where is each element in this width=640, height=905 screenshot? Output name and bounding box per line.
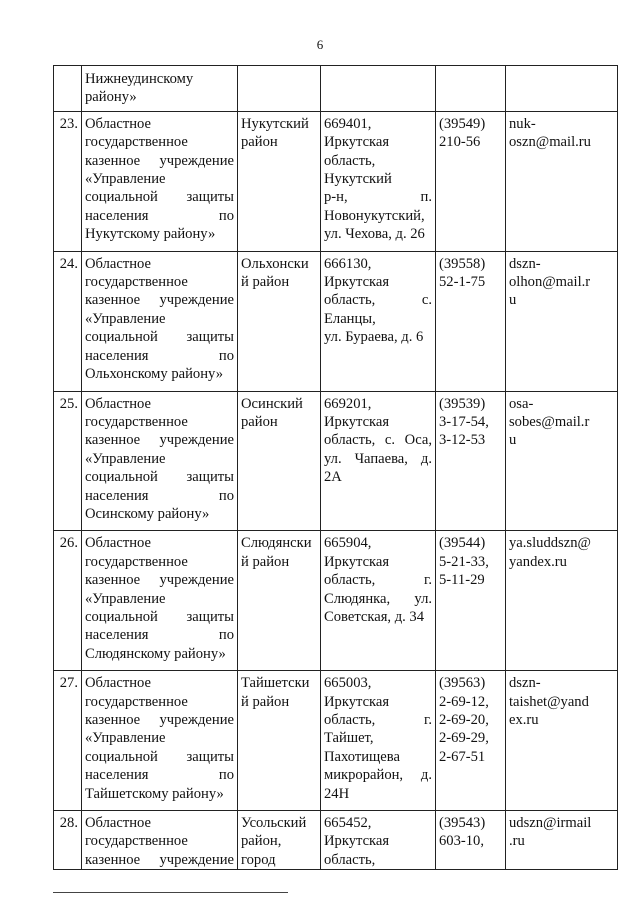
text-line: государственное xyxy=(85,693,188,710)
cell-email xyxy=(506,111,618,251)
text-line: социальной защиты xyxy=(85,608,234,625)
cell-name xyxy=(82,531,238,671)
text-line: казенное учреждение xyxy=(85,292,234,309)
cell-address xyxy=(321,66,436,112)
text-line: Иркутская xyxy=(324,413,390,430)
table-row xyxy=(54,251,618,391)
text-line: область, с. xyxy=(324,292,432,309)
cell-phone xyxy=(436,811,506,870)
cell-phone xyxy=(436,66,506,112)
text-line: Иркутская xyxy=(324,134,390,151)
text-line: Областное xyxy=(85,815,151,832)
cell-email xyxy=(506,531,618,671)
text-line: «Управление xyxy=(85,310,166,327)
text-line: Усольский xyxy=(241,815,307,832)
cell-name xyxy=(82,111,238,251)
text-line[interactable]: .ru xyxy=(509,833,525,850)
text-line: ул. Бураева, д. 6 xyxy=(324,329,424,346)
text-line: 665003, xyxy=(324,675,372,692)
cell-name xyxy=(82,66,238,112)
cell-number: 28. xyxy=(54,811,82,870)
text-line: 669201, xyxy=(324,395,372,412)
text-line: Иркутская xyxy=(324,274,390,291)
text-line: р-н, п. xyxy=(324,189,432,206)
text-line[interactable]: u xyxy=(509,292,517,309)
text-line: «Управление xyxy=(85,590,166,607)
text-line[interactable]: ya.sluddszn@ xyxy=(509,535,591,552)
cell-address xyxy=(321,531,436,671)
cell-number: 27. xyxy=(54,671,82,811)
text-line: населения по xyxy=(85,347,234,364)
table-row xyxy=(54,531,618,671)
text-line: населения по xyxy=(85,487,234,504)
text-line: ул. Чапаева, д. xyxy=(324,450,432,467)
text-line: 666130, xyxy=(324,255,372,272)
text-line: город xyxy=(241,851,276,868)
text-line: Ольхонскому району» xyxy=(85,366,223,383)
text-line: Новонукутский, xyxy=(324,207,425,224)
text-line: «Управление xyxy=(85,171,166,188)
cell-phone xyxy=(436,251,506,391)
text-line: й район xyxy=(241,553,290,570)
cell-number: 24. xyxy=(54,251,82,391)
text-line: й район xyxy=(241,274,290,291)
cell-number: 25. xyxy=(54,391,82,531)
text-line: 603-10, xyxy=(439,833,484,850)
cell-name xyxy=(82,671,238,811)
text-line: 5-21-33, xyxy=(439,553,489,570)
text-line: Областное xyxy=(85,115,151,132)
text-line: населения по xyxy=(85,767,234,784)
text-line: Нукутский xyxy=(241,115,309,132)
text-line: Пахотищева xyxy=(324,748,400,765)
text-line[interactable]: osa- xyxy=(509,395,534,412)
text-line: Слюдянскому району» xyxy=(85,645,226,662)
text-line: Тайшетскому району» xyxy=(85,785,224,802)
cell-phone xyxy=(436,531,506,671)
text-line: казенное учреждение xyxy=(85,572,234,589)
table-body xyxy=(54,66,618,870)
cell-district xyxy=(238,111,321,251)
text-line: «Управление xyxy=(85,730,166,747)
text-line[interactable]: u xyxy=(509,432,517,449)
text-line: казенное учреждение xyxy=(85,851,234,868)
text-line: 2А xyxy=(324,469,342,486)
table-row xyxy=(54,811,618,870)
text-line: микрорайон, д. xyxy=(324,767,432,784)
footnote-rule xyxy=(53,892,288,893)
text-line: область, xyxy=(324,152,376,169)
cell-name xyxy=(82,391,238,531)
cell-address xyxy=(321,111,436,251)
text-line: Тайшет, xyxy=(324,730,374,747)
table-row xyxy=(54,391,618,531)
cell-number xyxy=(54,66,82,112)
text-line[interactable]: sobes@mail.r xyxy=(509,413,590,430)
text-line: социальной защиты xyxy=(85,329,234,346)
text-line: государственное xyxy=(85,274,188,291)
text-line: район xyxy=(241,134,278,151)
text-line: Иркутская xyxy=(324,553,390,570)
text-line[interactable]: taishet@yand xyxy=(509,693,589,710)
text-line: (39539) xyxy=(439,395,486,412)
text-line: Областное xyxy=(85,395,151,412)
text-line: Нижнеудинскому xyxy=(85,71,194,87)
text-line[interactable]: ex.ru xyxy=(509,712,539,728)
cell-phone xyxy=(436,671,506,811)
text-line: Слюдянски xyxy=(241,535,312,552)
text-line[interactable]: dszn- xyxy=(509,255,541,272)
cell-email xyxy=(506,811,618,870)
text-line: область, xyxy=(324,851,376,868)
text-line: (39543) xyxy=(439,815,486,832)
text-line: Иркутская xyxy=(324,693,390,710)
text-line: область, г. xyxy=(324,572,432,589)
cell-email xyxy=(506,391,618,531)
continuation-row xyxy=(54,66,618,112)
text-line: Слюдянка, ул. xyxy=(324,590,432,607)
text-line: 665452, xyxy=(324,815,372,832)
text-line: район, xyxy=(241,833,282,850)
text-line[interactable]: nuk- xyxy=(509,115,536,132)
cell-district xyxy=(238,531,321,671)
text-line: казенное учреждение xyxy=(85,432,234,449)
text-line: Нукутскому району» xyxy=(85,226,216,243)
text-line: Ольхонски xyxy=(241,255,309,272)
text-line: район xyxy=(241,413,278,430)
text-line: району» xyxy=(85,89,137,106)
text-line: й район xyxy=(241,693,290,710)
text-line: Областное xyxy=(85,675,151,692)
text-line: 5-11-29 xyxy=(439,572,485,589)
text-line: 665904, xyxy=(324,535,372,552)
text-line: Областное xyxy=(85,255,151,272)
cell-district xyxy=(238,251,321,391)
cell-district xyxy=(238,391,321,531)
cell-phone xyxy=(436,111,506,251)
cell-number: 26. xyxy=(54,531,82,671)
text-line[interactable]: oszn@mail.ru xyxy=(509,134,591,151)
text-line: 210-56 xyxy=(439,134,481,151)
text-line[interactable]: yandex.ru xyxy=(509,553,567,570)
cell-email xyxy=(506,66,618,112)
text-line: Нукутский xyxy=(324,171,392,188)
text-line: ул. Чехова, д. 26 xyxy=(324,226,425,243)
text-line: Иркутская xyxy=(324,833,390,850)
text-line[interactable]: udszn@irmail xyxy=(509,815,592,832)
text-line: Тайшетски xyxy=(241,675,310,692)
text-line: (39549) xyxy=(439,115,486,132)
text-line: государственное xyxy=(85,833,188,850)
text-line: социальной защиты xyxy=(85,189,234,206)
text-line: Еланцы, xyxy=(324,310,376,327)
text-line: 2-69-12, xyxy=(439,693,489,710)
text-line: 2-69-29, xyxy=(439,730,489,747)
cell-district xyxy=(238,671,321,811)
text-line: государственное xyxy=(85,134,188,151)
text-line: 24Н xyxy=(324,785,350,802)
cell-email xyxy=(506,671,618,811)
text-line: (39563) xyxy=(439,675,486,692)
text-line: «Управление xyxy=(85,450,166,467)
text-line: 52-1-75 xyxy=(439,274,486,291)
text-line: 669401, xyxy=(324,115,372,132)
cell-name xyxy=(82,251,238,391)
text-line: область, с. Оса, xyxy=(324,432,432,449)
cell-name xyxy=(82,811,238,870)
text-line: область, г. xyxy=(324,712,432,728)
text-line: Советская, д. 34 xyxy=(324,608,425,625)
text-line: казенное учреждение xyxy=(85,152,234,169)
text-line: Осинскому району» xyxy=(85,505,210,522)
cell-district xyxy=(238,811,321,870)
cell-phone xyxy=(436,391,506,531)
text-line: Областное xyxy=(85,535,151,552)
text-line: 2-67-51 xyxy=(439,748,486,765)
text-line: социальной защиты xyxy=(85,469,234,486)
cell-number: 23. xyxy=(54,111,82,251)
cell-address xyxy=(321,811,436,870)
cell-email xyxy=(506,251,618,391)
text-line: населения по xyxy=(85,207,234,224)
cell-address xyxy=(321,671,436,811)
text-line[interactable]: dszn- xyxy=(509,675,541,692)
text-line: 3-12-53 xyxy=(439,432,486,449)
cell-district xyxy=(238,66,321,112)
table-row xyxy=(54,671,618,811)
text-line: населения по xyxy=(85,627,234,644)
text-line: (39558) xyxy=(439,255,486,272)
cell-address xyxy=(321,251,436,391)
text-line: государственное xyxy=(85,413,188,430)
text-line: государственное xyxy=(85,553,188,570)
text-line: Осинский xyxy=(241,395,303,412)
text-line: социальной защиты xyxy=(85,748,234,765)
page-number: 6 xyxy=(316,37,324,52)
text-line: (39544) xyxy=(439,535,486,552)
text-line: 2-69-20, xyxy=(439,712,489,728)
text-line[interactable]: olhon@mail.r xyxy=(509,274,591,291)
text-line: 3-17-54, xyxy=(439,413,489,430)
table-row xyxy=(54,111,618,251)
text-line: казенное учреждение xyxy=(85,712,234,728)
institutions-table xyxy=(53,65,618,870)
cell-address xyxy=(321,391,436,531)
